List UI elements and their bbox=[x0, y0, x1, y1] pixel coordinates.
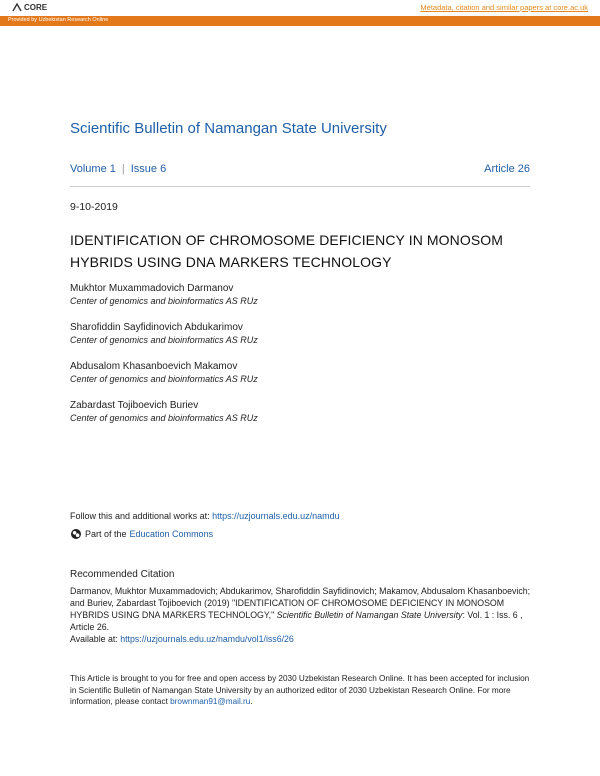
repository-link[interactable]: https://uzjournals.edu.uz/namdu bbox=[212, 511, 340, 521]
author-item bbox=[70, 282, 530, 307]
provider-bar bbox=[0, 16, 600, 26]
core-logo-icon bbox=[12, 3, 22, 12]
author-name: Zabardast Tojiboevich Buriev bbox=[70, 400, 199, 411]
metadata-link[interactable]: Metadata, citation and similar papers at core.ac.uk bbox=[420, 3, 588, 12]
contact-email-link[interactable]: brownman91@mail.ru bbox=[170, 697, 251, 706]
part-of-text: Part of the bbox=[85, 529, 127, 539]
author-list bbox=[70, 282, 530, 438]
author-affiliation: Center of genomics and bioinformatics AS RUz bbox=[70, 374, 258, 384]
author-affiliation: Center of genomics and bioinformatics AS RUz bbox=[70, 335, 258, 345]
provided-by-text: Provided by Uzbekistan Research Online bbox=[8, 17, 109, 23]
author-affiliation: Center of genomics and bioinformatics AS RUz bbox=[70, 413, 258, 423]
separator: | bbox=[121, 163, 125, 175]
education-commons-link[interactable]: Education Commons bbox=[129, 529, 214, 539]
access-notice-text: This Article is brought to you for free and open access by 2030 Uzbekistan Research Online. It has been accepted for inclusion in Scientific Bulletin of Namangan State University by an authorized editor of 2030 Uzbekistan Research Online. For more information, please contact bbox=[70, 674, 530, 706]
volume-link[interactable]: Volume 1 bbox=[70, 163, 116, 175]
author-name: Abdusalom Khasanboevich Makamov bbox=[70, 361, 238, 372]
volume-issue-row bbox=[70, 163, 530, 175]
core-logo-text: CORE bbox=[24, 3, 48, 12]
follow-text: Follow this and additional works at: bbox=[70, 511, 213, 521]
divider bbox=[70, 186, 530, 187]
citation-journal: Scientific Bulletin of Namangan State University bbox=[276, 610, 463, 620]
article-title: IDENTIFICATION OF CHROMOSOME DEFICIENCY IN MONOSOM HYBRIDS USING DNA MARKERS TECHNOLOGY bbox=[70, 232, 504, 270]
part-of-line bbox=[70, 528, 213, 540]
core-logo[interactable] bbox=[12, 3, 47, 12]
author-item bbox=[70, 360, 530, 385]
author-item bbox=[70, 399, 530, 424]
access-notice bbox=[70, 673, 530, 708]
article-link[interactable]: Article 26 bbox=[484, 163, 530, 175]
core-topbar bbox=[0, 0, 600, 16]
citation-text bbox=[70, 585, 535, 645]
recommended-citation-heading: Recommended Citation bbox=[70, 569, 175, 580]
citation-volume: : Vol. 1 : Iss. 6 , Article 26. bbox=[70, 610, 523, 632]
access-notice-end: . bbox=[250, 697, 253, 706]
citation-body: Darmanov, Mukhtor Muxammadovich; Abdukarimov, Sharofiddin Sayfidinovich; Makamov, Abdusalom Khasanboevich; and Buriev, Zabardast Tojiboevich (2019) "IDENTIFICATION OF CHROMOSOME DEFICIENCY IN MONOSOM HYBRIDS USING DNA MARKERS TECHNOLOGY," bbox=[70, 586, 531, 620]
author-name: Mukhtor Muxammadovich Darmanov bbox=[70, 283, 234, 294]
journal-title[interactable]: Scientific Bulletin of Namangan State University bbox=[70, 120, 387, 137]
follow-line bbox=[70, 511, 340, 521]
available-label: Available at: bbox=[70, 634, 121, 644]
article-url-link[interactable]: https://uzjournals.edu.uz/namdu/vol1/iss6/26 bbox=[120, 634, 294, 644]
commons-icon bbox=[70, 528, 82, 540]
author-affiliation: Center of genomics and bioinformatics AS RUz bbox=[70, 296, 258, 306]
author-item bbox=[70, 321, 530, 346]
publication-date: 9-10-2019 bbox=[70, 201, 118, 213]
issue-link[interactable]: Issue 6 bbox=[130, 163, 167, 175]
author-name: Sharofiddin Sayfidinovich Abdukarimov bbox=[70, 322, 243, 333]
